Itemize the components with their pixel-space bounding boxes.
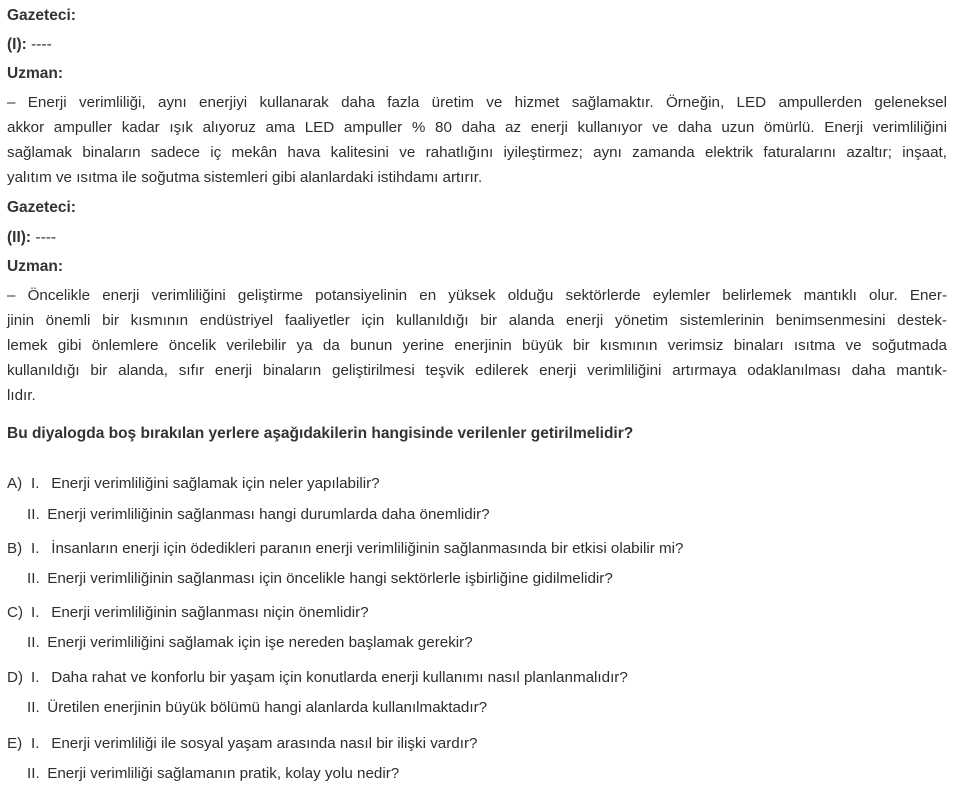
option-a-letter: A) [7, 475, 23, 492]
option-c-line-1[interactable] [7, 603, 369, 623]
option-e-roman-1: I. [31, 735, 40, 752]
option-c-roman-2: II. [27, 634, 40, 651]
expert-label-2: Uzman: [7, 258, 63, 275]
blank-2 [7, 228, 56, 248]
option-c-line-2[interactable] [27, 633, 473, 653]
option-e-text-2: Enerji verimliliği sağlamanın pratik, kolay yolu nedir? [47, 765, 400, 782]
option-c-text-2: Enerji verimliliğini sağlamak için işe nereden başlamak gerekir? [47, 634, 473, 651]
answer-2-line: lemek gibi önlemlere öncelik verilebilir ya da bunun yerine enerjinin büyük bir kısmının verimsiz binaları ısıtma ve soğutmada [7, 337, 947, 354]
answer-1-line: yalıtım ve ısıtma ile soğutma sistemleri gibi alanlardaki istihdamı artırır. [7, 169, 483, 186]
journalist-label-2: Gazeteci: [7, 199, 76, 216]
option-b-line-1[interactable] [7, 539, 684, 559]
option-d-line-2[interactable] [27, 698, 487, 718]
option-e-roman-2: II. [27, 765, 40, 782]
answer-1-line: akkor ampuller kadar ışık alıyoruz ama LED ampuller % 80 daha az enerji kullanıyor ve daha uzun ömürlü. Enerji verimliliğini [7, 119, 947, 136]
option-d-text-2: Üretilen enerjinin büyük bölümü hangi alanlarda kullanılmaktadır? [47, 699, 488, 716]
option-b-line-2[interactable] [27, 569, 613, 589]
option-c-letter: C) [7, 604, 24, 621]
option-b-text-2: Enerji verimliliğinin sağlanması için öncelikle hangi sektörlerle işbirliğine gidilmelidir? [47, 570, 613, 587]
answer-2-line: jinin önemli bir kısmının endüstriyel faaliyetler için kullanıldığı bir alanda enerji yönetim sistemlerinin benimsenmesini destek- [7, 312, 947, 329]
expert-label-1: Uzman: [7, 65, 63, 82]
option-d-line-1[interactable] [7, 668, 628, 688]
option-a-line-1[interactable] [7, 474, 380, 494]
option-e-text-1: Enerji verimliliği ile sosyal yaşam arasında nasıl bir ilişki vardır? [51, 735, 478, 752]
blank-2-dashes: ---- [35, 229, 57, 246]
option-b-roman-2: II. [27, 570, 40, 587]
option-b-roman-1: I. [31, 540, 40, 557]
option-a-roman-1: I. [31, 475, 40, 492]
option-e-line-1[interactable] [7, 734, 477, 754]
option-d-letter: D) [7, 669, 24, 686]
option-e-line-2[interactable] [27, 764, 399, 784]
option-a-text-1: Enerji verimliliğini sağlamak için neler yapılabilir? [51, 475, 380, 492]
option-b-letter: B) [7, 540, 23, 557]
option-d-text-1: Daha rahat ve konforlu bir yaşam için konutlarda enerji kullanımı nasıl planlanmalıdır? [51, 669, 628, 686]
option-d-roman-2: II. [27, 699, 40, 716]
answer-2-line: – Öncelikle enerji verimliliğini geliştirme potansiyelinin en yüksek olduğu sektörlerde eylemler belirlemek mantıklı olur. Ener- [7, 287, 947, 304]
option-c-roman-1: I. [31, 604, 40, 621]
answer-1-line: sağlamak binaların sadece iç mekân hava kalitesini ve rahatlığını iyileştirmez; aynı zamanda elektrik faturalarını azaltır; inşaat, [7, 144, 947, 161]
answer-2-line: lıdır. [7, 387, 36, 404]
blank-1-dashes: ---- [31, 36, 52, 53]
option-b-text-1: İnsanların enerji için ödedikleri paranın enerji verimliliğinin sağlanmasında bir etkisi olabilir mi? [51, 540, 684, 557]
expert-answer-1 [7, 90, 947, 190]
expert-answer-2 [7, 283, 947, 408]
option-e-letter: E) [7, 735, 23, 752]
answer-2-line: kullanıldığı bir alanda, sıfır enerji binaların geliştirilmesi teşvik edilerek enerji verimliliğini artırmaya odaklanılması daha mantık- [7, 362, 947, 379]
option-a-line-2[interactable] [27, 505, 490, 525]
answer-1-line: – Enerji verimliliği, aynı enerjiyi kullanarak daha fazla üretim ve hizmet sağlamaktır. Örneğin, LED ampullerden geleneksel [7, 94, 947, 111]
blank-2-number: (II): [7, 229, 32, 246]
journalist-label-1: Gazeteci: [7, 7, 76, 24]
option-c-text-1: Enerji verimliliğinin sağlanması niçin önemlidir? [51, 604, 369, 621]
option-a-roman-2: II. [27, 506, 40, 523]
question-stem: Bu diyalogda boş bırakılan yerlere aşağıdakilerin hangisinde verilenler getirilmelidir? [7, 425, 634, 442]
option-a-text-2: Enerji verimliliğinin sağlanması hangi durumlarda daha önemlidir? [47, 506, 490, 523]
option-d-roman-1: I. [31, 669, 40, 686]
blank-1-number: (I): [7, 36, 27, 53]
blank-1 [7, 35, 52, 55]
